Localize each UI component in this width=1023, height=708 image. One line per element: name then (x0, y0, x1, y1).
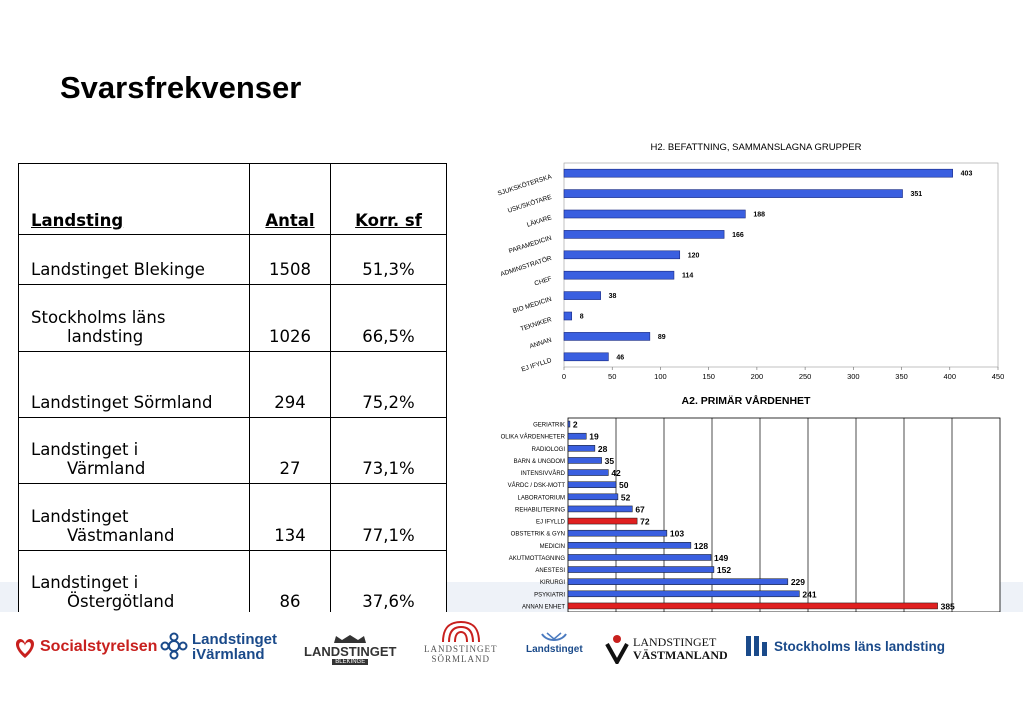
category-label: ANNAN (528, 336, 553, 351)
bar (568, 470, 608, 476)
category-label: SJUKSKÖTERSKA (496, 173, 553, 198)
bar (568, 591, 799, 597)
table-row (19, 418, 447, 484)
x-tick-label: 400 (943, 372, 957, 381)
category-label: EJ IFYLLD (520, 357, 553, 374)
row-antal: 134 (250, 484, 331, 551)
row-korr: 77,1% (331, 484, 447, 551)
data-label: 50 (619, 480, 629, 491)
x-tick-label: 450 (991, 372, 1005, 381)
data-label: 229 (790, 577, 806, 588)
figure-icon (604, 634, 630, 664)
chart-title: H2. BEFATTNING, SAMMANSLAGNA GRUPPER (650, 142, 862, 153)
x-tick-label: 300 (847, 372, 860, 381)
data-label: 8 (579, 313, 584, 321)
vastmanland-logo: LANDSTINGET VÄSTMANLAND (604, 634, 728, 664)
ostergotland-logo: Landstinget (526, 628, 583, 655)
data-label: 28 (597, 443, 608, 454)
row-korr: 37,6% (331, 551, 447, 617)
table-row (19, 484, 447, 551)
category-label: LÄKARE (526, 214, 553, 229)
row-name: Landstinget i Värmland (19, 418, 250, 484)
data-label: 46 (616, 354, 625, 362)
x-tick-label: 150 (702, 372, 715, 381)
header-landsting: Landsting (19, 164, 250, 235)
row-name: Landstinget Blekinge (19, 235, 250, 285)
bar (568, 567, 714, 573)
data-label: 2 (572, 419, 578, 430)
bar (568, 457, 602, 463)
row-antal: 27 (250, 418, 331, 484)
row-name: Landstinget Västmanland (19, 484, 250, 551)
data-label: 149 (714, 552, 729, 563)
category-label: ANESTESI (535, 568, 565, 575)
data-label: 166 (732, 231, 744, 239)
data-label: 188 (753, 211, 766, 219)
category-label: OBSTETRIK & GYN (510, 531, 565, 538)
bar (568, 506, 632, 512)
data-label: 52 (620, 492, 631, 503)
bar (568, 433, 586, 439)
x-tick-label: 350 (895, 372, 908, 381)
category-label: TEKNIKER (519, 316, 553, 333)
varmland-logo: Landstinget iVärmland (160, 632, 277, 662)
befattning-bar-chart (478, 137, 1018, 387)
category-label: LABORATORIUM (517, 495, 565, 502)
category-label: GERIATRIK (533, 422, 565, 429)
row-antal: 294 (250, 352, 331, 418)
socialstyrelsen-emblem-icon (12, 634, 38, 660)
data-label: 241 (802, 589, 817, 600)
table-row (19, 235, 447, 285)
row-antal: 86 (250, 551, 331, 617)
data-label: 152 (716, 565, 732, 576)
row-name: Stockholms läns landsting (19, 285, 250, 352)
row-antal: 1508 (250, 235, 331, 285)
category-label: OLIKA VÅRDENHETER (500, 434, 565, 441)
data-label: 72 (640, 516, 650, 527)
data-label: 385 (940, 601, 955, 612)
bar (568, 445, 595, 451)
crown-arch-icon (439, 618, 483, 644)
table-header-row (19, 164, 447, 235)
data-label: 403 (960, 170, 973, 178)
bar (564, 251, 680, 259)
flower-icon (160, 632, 188, 662)
data-label: 19 (589, 431, 599, 442)
category-label: BARN & UNGDOM (513, 458, 565, 465)
bar (564, 332, 650, 340)
category-label: RADIOLOGI (531, 446, 565, 453)
crown-icon (330, 634, 370, 644)
data-label: 114 (681, 272, 694, 280)
bar (564, 210, 745, 218)
data-label: 42 (611, 468, 621, 479)
bar (568, 579, 788, 585)
row-antal: 1026 (250, 285, 331, 352)
category-label: INTENSIVVÅRD (520, 471, 565, 478)
page-title: Svarsfrekvenser (60, 70, 302, 105)
header-antal: Antal (250, 164, 331, 235)
response-rate-table (18, 163, 447, 617)
primar-vardenhet-bar-chart (458, 392, 1023, 632)
data-label: 128 (693, 540, 709, 551)
table-row (19, 551, 447, 617)
row-name: Landstinget Sörmland (19, 352, 250, 418)
x-tick-label: 100 (654, 372, 667, 381)
table-row (19, 285, 447, 352)
sll-mark-icon (744, 634, 770, 658)
row-korr: 73,1% (331, 418, 447, 484)
category-label: ADMINISTRATÖR (499, 255, 553, 279)
bar (568, 603, 938, 609)
bar (564, 230, 724, 238)
category-label: BIO MEDICIN (511, 295, 553, 316)
sormland-logo: LANDSTINGET SÖRMLAND (424, 618, 498, 664)
row-korr: 75,2% (331, 352, 447, 418)
x-tick-label: 200 (750, 372, 764, 381)
row-name: Landstinget i Östergötland (19, 551, 250, 617)
data-label: 89 (657, 333, 666, 341)
x-tick-label: 50 (608, 372, 617, 381)
bar (568, 494, 618, 500)
category-label: USK/SKÖTARE (506, 193, 553, 215)
data-label: 38 (608, 293, 617, 301)
bar (564, 169, 953, 177)
socialstyrelsen-logo: Socialstyrelsen (12, 634, 157, 660)
bar (568, 542, 691, 548)
category-label: REHABILITERING (514, 507, 565, 514)
bar (564, 353, 608, 361)
bar (568, 518, 637, 524)
category-label: VÅRDC / DSK-MOTT (507, 483, 565, 490)
data-label: 351 (910, 191, 923, 199)
bar (564, 271, 674, 279)
griffin-icon (539, 628, 569, 644)
category-label: AKUTMOTTAGNING (508, 555, 565, 562)
category-label: KIRURGI (539, 580, 565, 587)
category-label: PARAMEDICIN (507, 234, 553, 256)
blekinge-logo: LANDSTINGET BLEKINGE (304, 634, 396, 665)
row-korr: 51,3% (331, 235, 447, 285)
logo-strip (0, 612, 1023, 708)
stockholm-logo: Stockholms läns landsting (744, 634, 945, 658)
chart-title: A2. PRIMÄR VÅRDENHET (681, 395, 811, 407)
bar (568, 554, 711, 560)
data-label: 103 (669, 528, 685, 539)
category-label: PSYKIATRI (534, 592, 565, 599)
row-korr: 66,5% (331, 285, 447, 352)
x-tick-label: 0 (561, 372, 567, 381)
table-row (19, 352, 447, 418)
data-label: 35 (604, 455, 615, 466)
category-label: MEDICIN (539, 543, 565, 550)
data-label: 120 (687, 252, 700, 260)
bar (564, 292, 601, 300)
header-korr-sf: Korr. sf (331, 164, 447, 235)
bar (568, 421, 570, 427)
data-label: 67 (635, 504, 645, 515)
category-label: CHEF (533, 275, 553, 288)
category-label: EJ IFYLLD (535, 519, 565, 526)
bar (564, 190, 903, 198)
category-label: ANNAN ENHET (521, 604, 565, 611)
bar (564, 312, 572, 320)
bar (568, 530, 667, 536)
bar (568, 482, 616, 488)
x-tick-label: 250 (798, 372, 812, 381)
